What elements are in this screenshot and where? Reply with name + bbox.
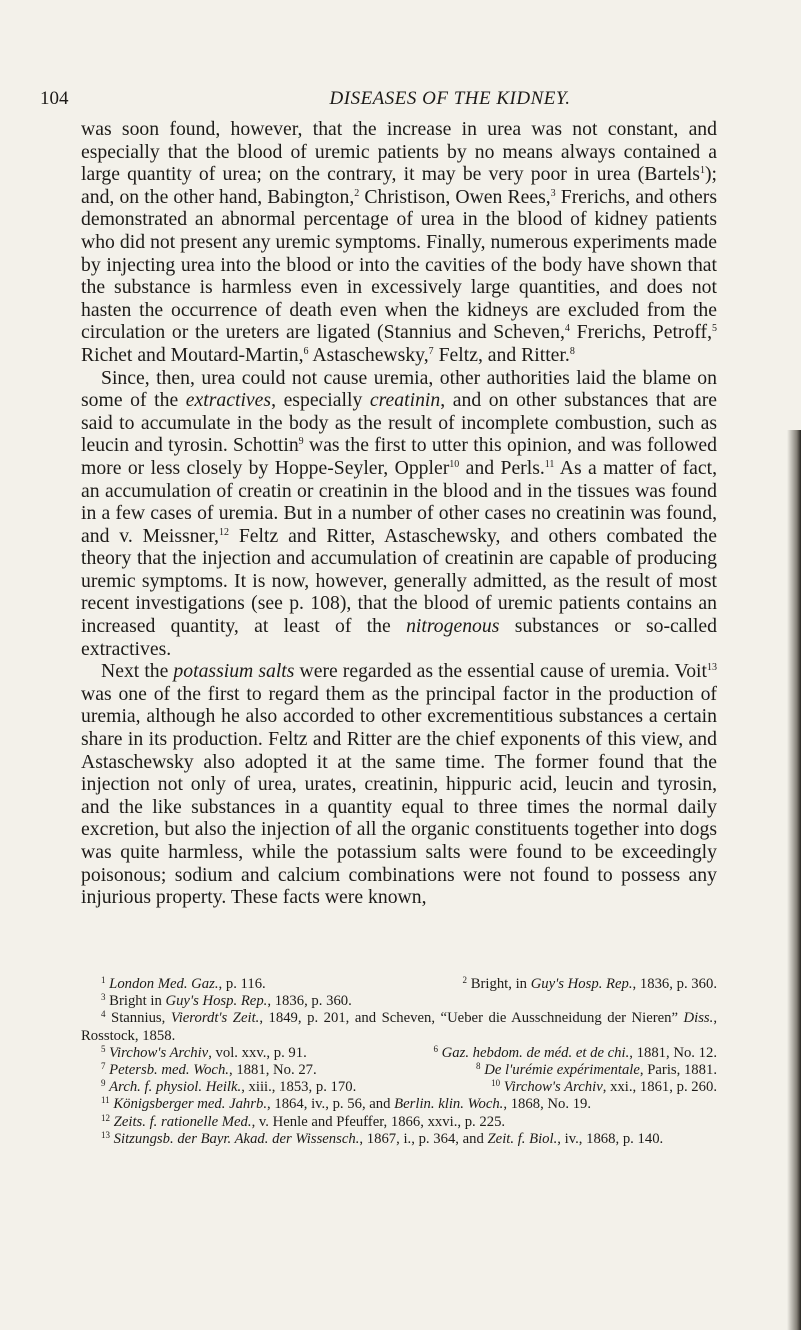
footnote: $^7$ Petersb. med. Woch., 1881, No. 27. $^8$ De l'urémie expérimentale, Paris, 1881. [101, 1061, 717, 1079]
footnote: $^{13}$ Sitzungsb. der Bayr. Akad. der Wissensch., 1867, i., p. 364, and Zeit. f. Biol., iv., 1868, p. 140. [101, 1129, 664, 1147]
page-edge-shadow [787, 430, 801, 1330]
paragraph: Next the potassium salts were regarded as the essential cause of uremia. Voit$^{13}$ was one of the first to regard them as the principal factor in the production of uremia, although he also accorded to other excrementitious substances a certain share in its production. Feltz and Ritter are the chief exponents of this view, and Astaschewsky also adopted it at the same time. The former found that the injection not only of urea, urates, creatinin, hippuric acid, leucin and tyrosin, and the like substances in a quantity equal to three times the normal daily excretion, but also the injection of all the organic constituents together into dogs was quite harmless, while the potassium salts were found to be exceedingly poisonous; sodium and calcium combinations were not found to possess any injurious property. These facts were known, [81, 660, 717, 909]
footnote: $^9$ Arch. f. physiol. Heilk., xiii., 1853, p. 170. $^{10}$ Virchow's Archiv, xxi., 1861, p. 260. [101, 1078, 717, 1096]
page-header [0, 88, 801, 118]
footnote: $^5$ Virchow's Archiv, vol. xxv., p. 91. $^6$ Gaz. hebdom. de méd. et de chi., 1881, No. 12. [101, 1043, 717, 1061]
main-text [81, 118, 717, 909]
paragraph: was soon found, however, that the increase in urea was not constant, and especially that the blood of uremic patients by no means always contained a large quantity of urea; on the contrary, it may be very poor in urea (Bartels$^1$); and, on the other hand, Babington,$^2$ Christison, Owen Rees,$^3$ Frerichs, and others demonstrated an abnormal percentage of urea in the blood of kidney patients who did not present any uremic symptoms. Finally, numerous experiments made by injecting urea into the blood or into the cavities of the body have shown that the substance is harmless even in excessively large quantities, and does not hasten the occurrence of death even when the kidneys are excluded from the circulation or the ureters are ligated (Stannius and Scheven,$^4$ Frerichs, Petroff,$^5$ Richet and Moutard-Martin,$^6$ Astaschewsky,$^7$ Feltz, and Ritter.$^8$ [81, 118, 717, 366]
footnote: $^{12}$ Zeits. f. rationelle Med., v. Henle and Pfeuffer, 1866, xxvi., p. 225. [101, 1112, 506, 1130]
footnote: $^4$ Stannius, Vierordt's Zeit., 1849, p. 201, and Scheven, “Ueber die Ausschneidung der Nieren” Diss., Rosstock, 1858. [81, 1009, 717, 1044]
footnote: $^1$ London Med. Gaz., p. 116. $^2$ Bright, in Guy's Hosp. Rep., 1836, p. 360. [101, 975, 717, 992]
footnote: $^{11}$ Königsberger med. Jahrb., 1864, iv., p. 56, and Berlin. klin. Woch., 1868, No. 19. [101, 1095, 592, 1113]
running-title: DISEASES OF THE KIDNEY. [329, 88, 571, 109]
paragraph: Since, then, urea could not cause uremia, other authorities laid the blame on some of the extractives, especially creatinin, and on other substances that are said to accumulate in the body as the result of incomplete combustion, such as leucin and tyrosin. Schottin$^9$ was the first to utter this opinion, and was followed more or less closely by Hoppe-Seyler, Oppler$^{10}$ and Perls.$^{11}$ As a matter of fact, an accumulation of creatin or creatinin in the blood and in the tissues was found in a few cases of uremia. But in a number of other cases no creatinin was found, and v. Meissner,$^{12}$ Feltz and Ritter, Astaschewsky, and others combated the theory that the injection and accumulation of creatinin are capable of producing uremic symptoms. It is now, however, generally admitted, as the result of most recent investigations (see p. 108), that the blood of uremic patients contains an increased quantity, at least of the nitrogenous substances or so-called extractives. [81, 366, 718, 660]
page-number: 104 [40, 88, 69, 109]
footnote: $^3$ Bright in Guy's Hosp. Rep., 1836, p. 360. [101, 992, 352, 1010]
footnotes [81, 976, 717, 1148]
